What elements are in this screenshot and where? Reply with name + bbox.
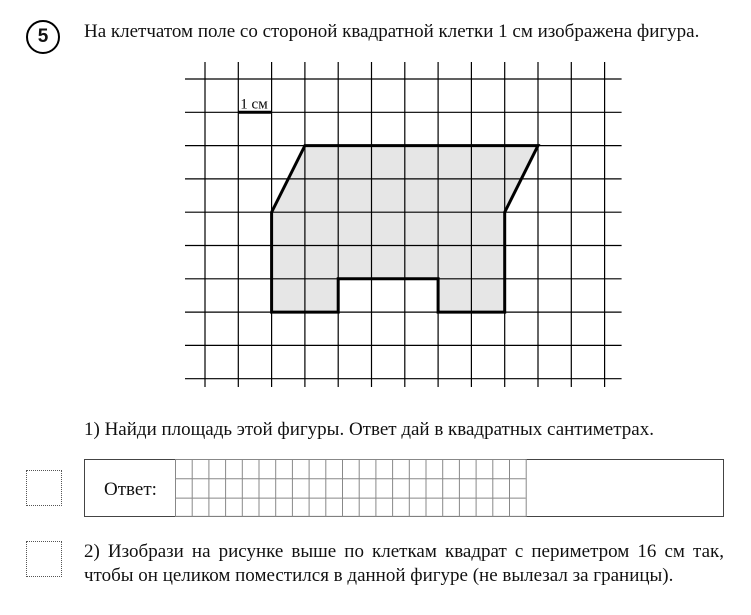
task-number-text: 5 <box>37 26 49 47</box>
answer-label: Ответ: <box>104 479 157 500</box>
scale-label: 1 см <box>240 96 268 113</box>
task-number <box>26 20 60 54</box>
answer-cells[interactable] <box>175 459 725 517</box>
task-statement: На клетчатом поле со стороной квадратной клетки 1 см изображена фигура. <box>84 21 700 42</box>
question-2 <box>84 540 724 588</box>
question-2-line-1: 2) Изобрази на рисунке выше по клеткам квадрат с периметром 16 см так, <box>84 541 724 562</box>
grid-figure <box>185 62 625 387</box>
question-2-line-2: чтобы он целиком поместился в данной фигуре (не вылезал за границы). <box>84 565 674 586</box>
score-box-1[interactable] <box>26 470 62 506</box>
score-box-2[interactable] <box>26 541 62 577</box>
question-1: 1) Найди площадь этой фигуры. Ответ дай в квадратных сантиметрах. <box>84 419 654 440</box>
